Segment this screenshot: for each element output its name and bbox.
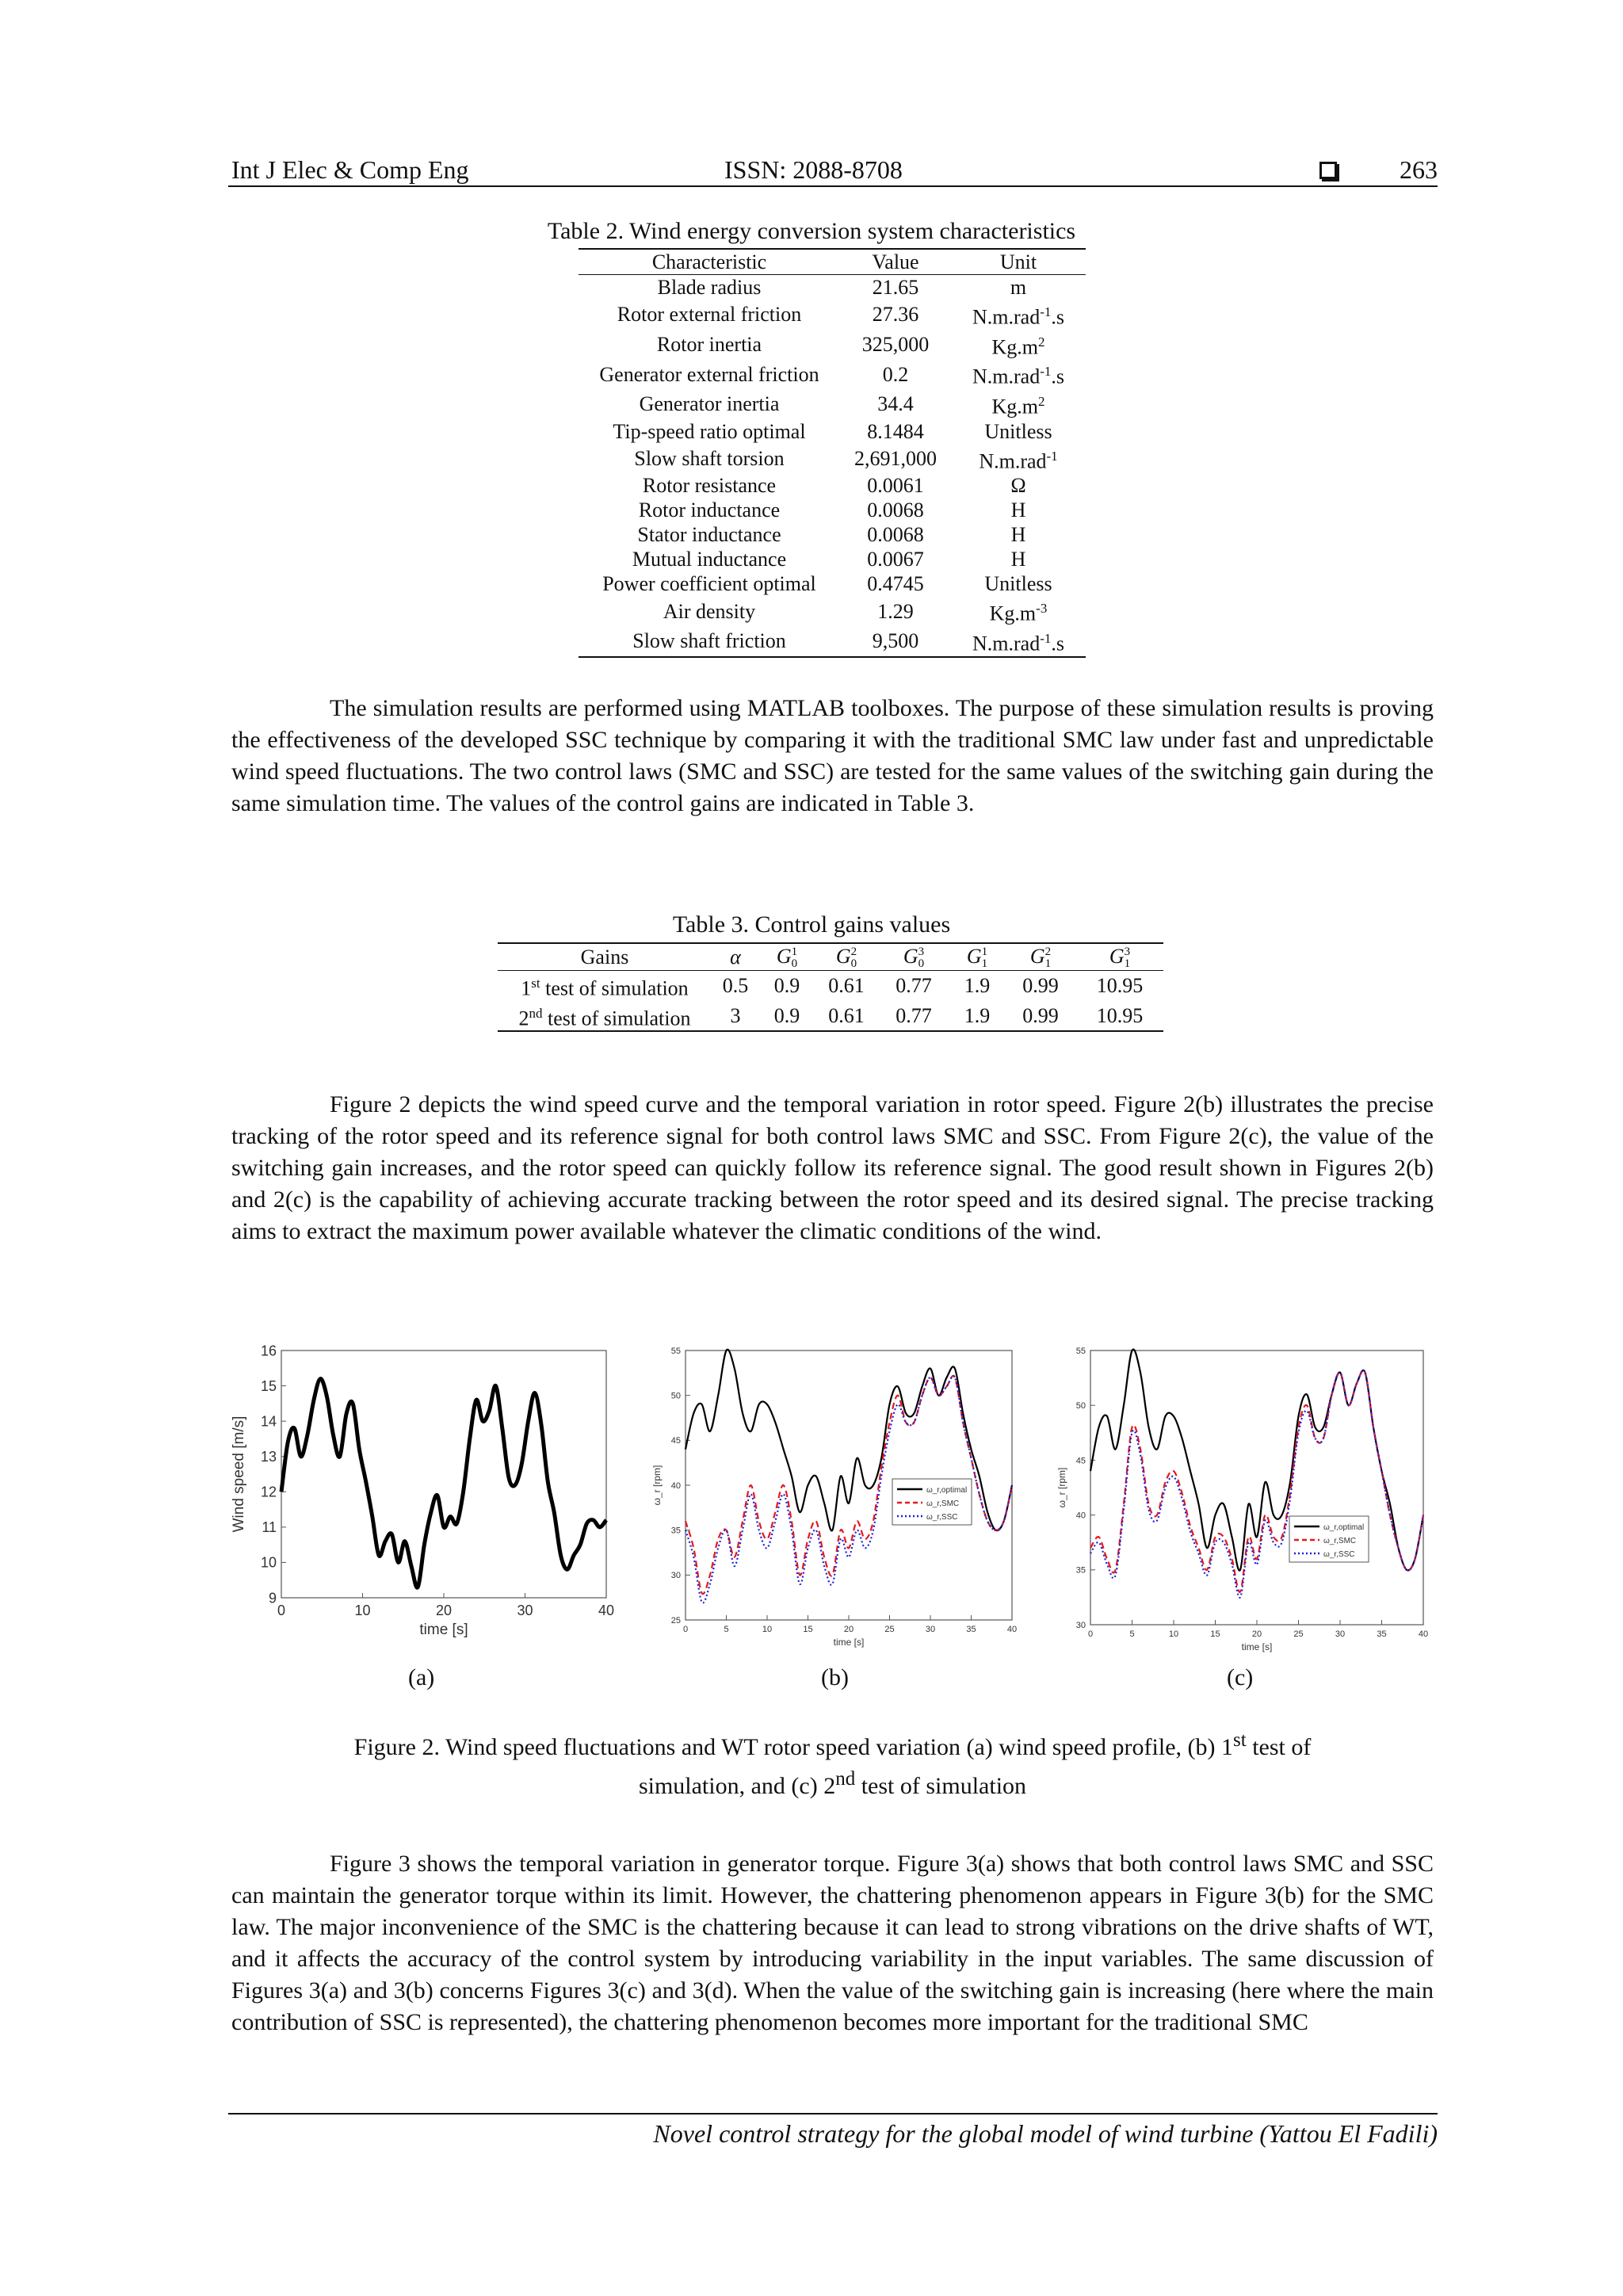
- table2-cell-characteristic: Rotor inductance: [638, 499, 781, 522]
- y-tick-label: 14: [260, 1413, 277, 1430]
- table3-cell: 0.5: [722, 974, 749, 998]
- table2-cell-unit: N.m.rad$^{-1}$.s: [972, 304, 1064, 329]
- plot-frame: [1090, 1350, 1423, 1625]
- table2-cell-value: 325,000: [861, 332, 930, 356]
- x-tick-label: 0: [1087, 1629, 1094, 1639]
- table2-cell-characteristic: Mutual inductance: [632, 548, 787, 571]
- table2-cell-value: 27.36: [872, 303, 919, 327]
- x-tick-label: 40: [598, 1603, 615, 1618]
- table2-row: [579, 300, 1086, 330]
- y-tick-label: 50: [1075, 1401, 1086, 1412]
- legend-label: ω_r,SMC: [926, 1499, 960, 1508]
- x-tick-label: 40: [1418, 1629, 1429, 1639]
- figure2-sublabel-a: (a): [408, 1664, 435, 1690]
- table2-row: [579, 389, 1086, 419]
- legend-label: ω_r,optimal: [1323, 1523, 1365, 1532]
- y-tick-label: 30: [1075, 1620, 1086, 1630]
- x-tick-label: 35: [1377, 1629, 1387, 1639]
- paragraph-simulation-intro: The simulation results are performed using MATLAB toolboxes. The purpose of these simulation results is proving the effectiveness of the developed SSC technique by comparing it with the traditional SMC law under fast and unpredictable wind speed fluctuations. The two control laws (SMC and SSC) are tested for the same values of the switching gain during the same simulation time. The values of the control gains are indicated in Table 3.: [231, 695, 1434, 816]
- x-tick-label: 20: [843, 1625, 854, 1634]
- table2-cell-unit: m: [1010, 276, 1027, 299]
- table2-cell-characteristic: Slow shaft torsion: [634, 446, 785, 470]
- table2-cell-value: 0.0061: [867, 474, 924, 498]
- table2-cell-characteristic: Power coefficient optimal: [602, 572, 816, 596]
- table2-row: [579, 571, 1086, 596]
- y-tick-label: 55: [670, 1346, 681, 1356]
- table2-cell-unit: H: [1010, 499, 1026, 522]
- table2-row: [579, 596, 1086, 626]
- table3-cell: 10.95: [1076, 1001, 1163, 1032]
- table2-cell-value: 0.4745: [867, 572, 924, 596]
- table2-cell-characteristic: Blade radius: [657, 276, 762, 299]
- y-tick-label: 50: [670, 1391, 681, 1401]
- table2-cell-value: 0.2: [882, 362, 909, 386]
- table2-cell-unit: H: [1010, 548, 1026, 571]
- table3-cell: 1.9: [949, 1001, 1005, 1032]
- table2-cell-characteristic: Rotor resistance: [642, 474, 777, 498]
- y-tick-label: 13: [260, 1449, 277, 1465]
- page-number: 263: [1400, 155, 1438, 184]
- footer-text: Novel control strategy for the global model of wind turbine (Yattou El Fadili): [653, 2119, 1438, 2148]
- caption-text: test of: [1246, 1734, 1312, 1760]
- table2-header-characteristic: Characteristic: [579, 249, 840, 275]
- table2-row: [579, 626, 1086, 657]
- y-axis-label: Wind speed [m/s]: [231, 1415, 247, 1533]
- table3: [498, 942, 1163, 1032]
- table2-cell-value: 34.4: [877, 392, 914, 416]
- y-axis-label: ω_r [rpm]: [651, 1465, 663, 1506]
- plot-frame: [281, 1350, 606, 1598]
- paragraph-figure3-discussion: Figure 3 shows the temporal variation in generator torque. Figure 3(a) shows that both control laws SMC and SSC can maintain the generator torque within its limit. However, the chattering phenomenon appears in Figure 3(b) for the SMC law. The major inconvenience of the SMC is the chattering because it can lead to strong vibrations on the drive shafts of WT, and it affects the accuracy of the control system by introducing variability in the input variables. The same discussion of Figures 3(a) and 3(b) concerns Figures 3(c) and 3(d). When the value of the switching gain is increasing (here where the main contribution of SSC is represented), the chattering phenomenon becomes more important for the traditional SMC: [231, 1851, 1434, 2035]
- x-axis-label: time [s]: [419, 1622, 468, 1638]
- table2-cell-characteristic: Air density: [663, 599, 756, 623]
- table2-cell-unit: $Kg.m^2$: [991, 334, 1045, 359]
- issn: ISSN: 2088-8708: [724, 155, 903, 184]
- x-tick-label: 20: [435, 1603, 453, 1618]
- table3-row: [498, 1001, 1163, 1032]
- table2-header-unit: Unit: [951, 249, 1086, 275]
- caption-text: simulation, and (c) 2: [638, 1773, 836, 1799]
- x-tick-label: 20: [1251, 1629, 1262, 1639]
- table2-header-value: Value: [840, 249, 951, 275]
- table2-cell-unit: N.m.rad$^{-1}$.s: [951, 626, 1086, 657]
- table3-cell: 0.61: [815, 1001, 878, 1032]
- y-tick-label: 12: [260, 1484, 277, 1500]
- table2-cell-value: 1.29: [877, 599, 914, 623]
- y-tick-label: 16: [260, 1343, 277, 1359]
- table2-cell-unit: $Kg.m^{-3}$: [989, 601, 1048, 625]
- x-axis-label: time [s]: [833, 1637, 865, 1648]
- y-tick-label: 10: [260, 1554, 277, 1571]
- y-tick-label: 15: [260, 1377, 277, 1394]
- x-tick-label: 0: [277, 1603, 286, 1618]
- x-tick-label: 30: [1335, 1629, 1346, 1639]
- table2-cell-characteristic: Stator inductance: [637, 523, 781, 547]
- table3-cell: 3: [712, 1001, 759, 1032]
- table2: [579, 248, 1086, 658]
- table2-cell-unit: Unitless: [984, 572, 1052, 596]
- chart-rotor-speed-test2: [1056, 1347, 1428, 1652]
- y-axis-label: ω_r [rpm]: [1056, 1467, 1067, 1508]
- y-tick-label: 40: [1075, 1511, 1086, 1521]
- table3-header-gain: G 2 0: [815, 943, 878, 971]
- table3-cell: 0.9: [773, 974, 800, 998]
- caption-text: test of simulation: [855, 1773, 1027, 1799]
- table2-cell-value: 8.1484: [867, 419, 924, 443]
- table3-cell: 0.99: [1005, 1001, 1076, 1032]
- table2-cell-unit: N.m.rad$^{-1}$: [979, 448, 1058, 473]
- caption-sup: nd: [835, 1768, 856, 1790]
- table3-header-gain: G 3 1: [1076, 943, 1163, 971]
- table3-caption: Table 3. Control gains values: [672, 911, 951, 938]
- x-tick-label: 40: [1006, 1625, 1018, 1634]
- legend-label: ω_r,optimal: [926, 1486, 968, 1495]
- table3-header-gains: Gains: [498, 943, 712, 971]
- table2-cell-value: 0.0068: [867, 499, 924, 522]
- figure2-caption: [231, 1725, 1434, 1802]
- chart-rotor-speed-test1: [651, 1347, 1017, 1648]
- table3-row-label: 1st test of simulation: [521, 976, 689, 1000]
- table3-header-gain: G 1 0: [759, 943, 815, 971]
- table2-cell-characteristic: Rotor external friction: [617, 303, 802, 327]
- caption-sup: st: [1233, 1729, 1247, 1751]
- table2-cell-characteristic: Rotor inertia: [656, 332, 762, 356]
- x-tick-label: 35: [966, 1625, 976, 1634]
- table3-header-gain: G 3 0: [878, 943, 949, 971]
- table2-cell-value: 2,691,000: [854, 446, 937, 470]
- table3-row: [498, 971, 1163, 1001]
- table2-row: [579, 473, 1086, 498]
- x-tick-label: 5: [724, 1625, 729, 1634]
- square-bullet-icon: [1319, 162, 1337, 179]
- y-tick-label: 45: [1075, 1456, 1086, 1466]
- table2-caption: Table 2. Wind energy conversion system characteristics: [547, 218, 1076, 244]
- table2-row: [579, 444, 1086, 474]
- figure2: [222, 1331, 1442, 1664]
- table2-row: [579, 419, 1086, 444]
- chart-wind-speed: [231, 1343, 614, 1638]
- table3-cell: 0.99: [1022, 974, 1059, 998]
- table2-cell-unit: $Kg.m^2$: [991, 393, 1045, 418]
- x-tick-label: 10: [1168, 1629, 1179, 1639]
- table3-header-gain: G 1 1: [949, 943, 1005, 971]
- x-tick-label: 15: [803, 1625, 813, 1634]
- table2-cell-characteristic: Slow shaft friction: [579, 626, 840, 657]
- x-axis-label: time [s]: [1241, 1641, 1273, 1652]
- table2-cell-characteristic: Tip-speed ratio optimal: [613, 419, 806, 443]
- x-tick-label: 30: [925, 1625, 936, 1634]
- table3-header-gain: G 2 1: [1005, 943, 1076, 971]
- figure2-sublabel-c: (c): [1227, 1664, 1254, 1690]
- table2-cell-value: 9,500: [840, 626, 951, 657]
- table3-header-alpha: α: [712, 943, 759, 971]
- legend-label: ω_r,SSC: [926, 1513, 958, 1522]
- y-tick-label: 11: [262, 1519, 277, 1536]
- figure2-sublabel-b: (b): [821, 1664, 849, 1690]
- journal-name: Int J Elec & Comp Eng: [231, 155, 469, 184]
- table3-cell: 0.9: [759, 1001, 815, 1032]
- table3-row-label: 2nd test of simulation: [498, 1001, 712, 1032]
- table3-cell: 0.77: [878, 1001, 949, 1032]
- y-tick-label: 55: [1075, 1346, 1086, 1356]
- table2-cell-unit: H: [1010, 523, 1026, 547]
- legend: [1289, 1516, 1369, 1562]
- table2-cell-unit: Ω: [1010, 474, 1026, 498]
- table3-cell: 10.95: [1096, 974, 1144, 998]
- x-tick-label: 5: [1129, 1629, 1135, 1639]
- table2-row: [579, 547, 1086, 571]
- y-tick-label: 9: [268, 1590, 277, 1606]
- footer-rule: [228, 2113, 1438, 2115]
- y-tick-label: 35: [670, 1526, 681, 1536]
- x-tick-label: 25: [884, 1625, 895, 1634]
- table2-row: [579, 330, 1086, 360]
- table2-cell-characteristic: Generator inertia: [639, 392, 780, 416]
- table3-cell: 1.9: [964, 974, 991, 998]
- x-tick-label: 10: [762, 1625, 773, 1634]
- table2-row: [579, 522, 1086, 547]
- y-tick-label: 45: [670, 1436, 681, 1446]
- y-tick-label: 30: [670, 1571, 681, 1581]
- legend: [892, 1479, 972, 1525]
- table2-cell-characteristic: Generator external friction: [599, 362, 819, 386]
- table2-row: [579, 359, 1086, 389]
- y-tick-label: 40: [670, 1480, 681, 1491]
- header-rule: [228, 185, 1438, 187]
- table2-cell-unit: Unitless: [984, 419, 1052, 443]
- table3-cell: 0.77: [896, 974, 932, 998]
- legend-label: ω_r,SMC: [1323, 1537, 1357, 1545]
- x-tick-label: 0: [682, 1625, 689, 1634]
- legend-label: ω_r,SSC: [1323, 1550, 1355, 1559]
- paragraph-figure2-discussion: Figure 2 depicts the wind speed curve and the temporal variation in rotor speed. Figure 2(b) illustrates the precise tracking of the rotor speed and its reference signal for both control laws SMC and SSC. From Figure 2(c), the value of the switching gain increases, and the rotor speed can quickly follow its reference signal. The good result shown in Figures 2(b) and 2(c) is the capability of achieving accurate tracking between the rotor speed and its desired signal. The precise tracking aims to extract the maximum power available whatever the climatic conditions of the wind.: [231, 1091, 1434, 1244]
- table2-cell-value: 0.0068: [867, 523, 924, 547]
- table2-cell-value: 0.0067: [867, 548, 924, 571]
- x-tick-label: 30: [517, 1603, 533, 1618]
- table2-cell-value: 21.65: [872, 276, 919, 299]
- x-tick-label: 15: [1210, 1629, 1220, 1639]
- table3-cell: 0.61: [828, 974, 865, 998]
- x-tick-label: 10: [354, 1603, 371, 1618]
- table2-row: [579, 498, 1086, 522]
- x-tick-label: 25: [1293, 1629, 1304, 1639]
- table2-row: [579, 275, 1086, 300]
- caption-text: Figure 2. Wind speed fluctuations and WT rotor speed variation (a) wind speed profile, (b) 1: [353, 1734, 1233, 1760]
- y-tick-label: 35: [1075, 1565, 1086, 1576]
- table2-cell-unit: N.m.rad$^{-1}$.s: [972, 364, 1064, 388]
- y-tick-label: 25: [670, 1615, 681, 1626]
